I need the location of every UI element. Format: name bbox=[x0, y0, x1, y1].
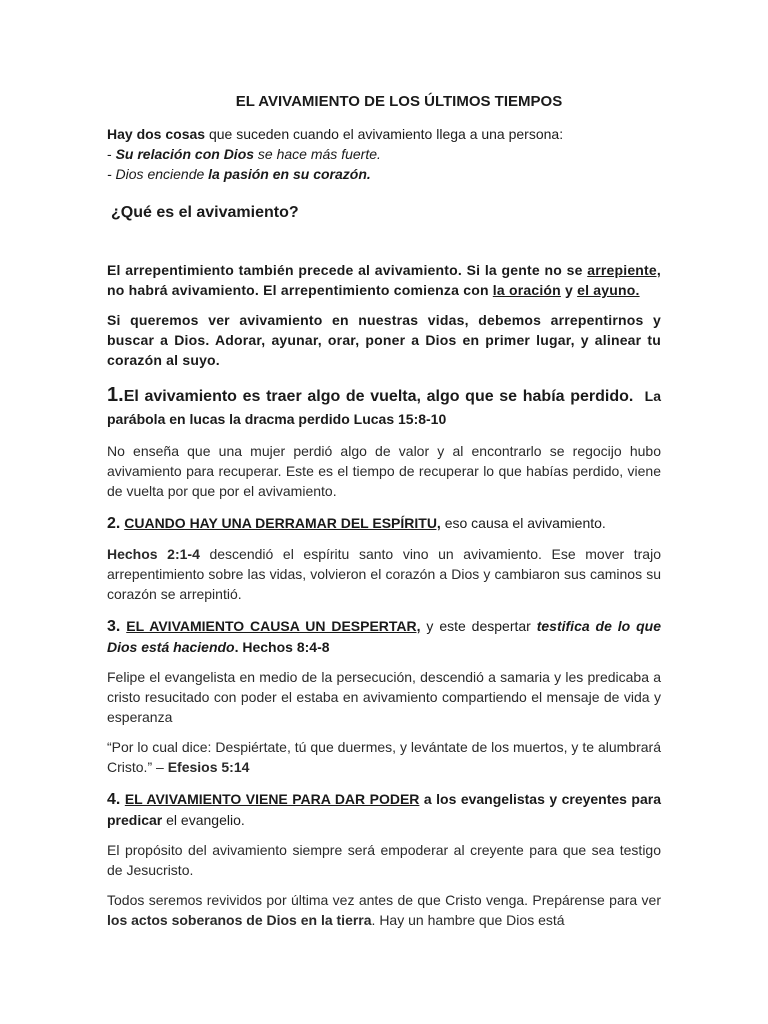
section-4-body-2-bold: los actos soberanos de Dios en la tierra bbox=[107, 912, 372, 928]
section-2-body-text: descendió el espíritu santo vino un avivamiento. Ese mover trajo arrepentimiento sobre las vidas, volvieron el corazón a Dios y cambiaron sus caminos su corazón se arrepintió. bbox=[107, 546, 661, 602]
section-1-body: No enseña que una mujer perdió algo de valor y al encontrarlo se regocijo hubo avivamiento para recuperar. Este es el tiempo de recuperar lo que habías perdido, viene de vuelta por que por el avivamiento. bbox=[107, 443, 661, 499]
section-4-body-1: El propósito del avivamiento siempre será empoderar al creyente para que sea testigo de Jesucristo. bbox=[107, 842, 661, 878]
intro-line-1 bbox=[107, 124, 661, 144]
section-2-body bbox=[107, 544, 661, 604]
section-3-ref: . Hechos 8:4-8 bbox=[234, 639, 330, 655]
section-3-title: EL AVIVAMIENTO CAUSA UN DESPERTAR, bbox=[126, 618, 421, 634]
para1-underline-1: arrepiente, bbox=[587, 262, 661, 278]
section-3-heading bbox=[107, 616, 661, 657]
para1-text1: El arrepentimiento también precede al avivamiento. Si la gente no se bbox=[107, 262, 588, 278]
intro-italic: se hace más fuerte. bbox=[254, 146, 381, 162]
para1-underline-2: la oración bbox=[492, 282, 561, 298]
question-heading: ¿Qué es el avivamiento? bbox=[111, 204, 299, 221]
section-1-ref: La parábola en lucas la dracma perdido Lucas 15:8-10 bbox=[107, 388, 662, 427]
intro-bold-italic: Su relación con Dios bbox=[115, 146, 255, 162]
section-4-title: EL AVIVAMIENTO VIENE PARA DAR PODER bbox=[124, 791, 420, 807]
section-2-number: 2. bbox=[107, 515, 121, 532]
section-3-number: 3. bbox=[107, 618, 121, 635]
para1-text2: no habrá avivamiento. El arrepentimiento comienza con bbox=[107, 282, 493, 298]
section-4-body-2-end: . Hay un hambre que Dios está bbox=[371, 912, 565, 928]
section-4-body-2 bbox=[107, 890, 661, 930]
section-2-title: CUANDO HAY UNA DERRAMAR DEL ESPÍRITU, bbox=[124, 515, 441, 531]
intro-line-2 bbox=[107, 144, 661, 164]
section-1-number: 1. bbox=[107, 384, 124, 406]
section-3-mid: y este despertar bbox=[420, 618, 537, 634]
section-2-ref: Hechos 2:1-4 bbox=[107, 546, 200, 562]
section-3-emphasis: testifica de lo que Dios está haciendo bbox=[107, 618, 662, 655]
section-4-bold-rest: a los evangelistas y creyentes para predicar bbox=[107, 791, 662, 828]
intro-dash: - bbox=[107, 146, 116, 162]
intro-rest: que suceden cuando el avivamiento llega a una persona: bbox=[205, 126, 564, 142]
section-2-heading bbox=[107, 513, 661, 534]
intro-italic-2: - Dios enciende bbox=[107, 166, 209, 182]
section-4-tail: el evangelio. bbox=[162, 812, 245, 828]
section-4-number: 4. bbox=[107, 791, 121, 808]
page-content bbox=[107, 92, 661, 930]
section-1-title: El avivamiento es traer algo de vuelta, algo que se había perdido. bbox=[123, 388, 634, 405]
intro-line-3 bbox=[107, 164, 661, 184]
intro-bold: Hay dos cosas bbox=[107, 126, 206, 142]
section-3-body: Felipe el evangelista en medio de la persecución, descendió a samaria y les predicaba a cristo resucitado con poder el estaba en avivamiento compartiendo el mensaje de vida y esperanza bbox=[107, 669, 661, 725]
quote-text: “Por lo cual dice: Despiértate, tú que duermes, y levántate de los muertos, y te alumbrará Cristo.” – bbox=[107, 739, 661, 775]
quote-ref: Efesios 5:14 bbox=[167, 759, 250, 775]
paragraph-seek-god: Si queremos ver avivamiento en nuestras vidas, debemos arrepentirnos y buscar a Dios. Adorar, ayunar, orar, poner a Dios en primer lugar, y alinear tu corazón al suyo. bbox=[107, 312, 661, 368]
paragraph-repentance bbox=[107, 260, 661, 300]
section-4-body-2-start: Todos seremos revividos por última vez antes de que Cristo venga. Prepárense para ver bbox=[107, 892, 661, 908]
para1-underline-3: el ayuno. bbox=[577, 282, 640, 298]
para1-text3: y bbox=[560, 282, 578, 298]
intro-bold-italic-2: la pasión en su corazón. bbox=[208, 166, 371, 182]
section-1-heading bbox=[107, 384, 661, 431]
section-4-heading bbox=[107, 789, 661, 830]
section-3-quote bbox=[107, 737, 661, 777]
section-2-tail: eso causa el avivamiento. bbox=[440, 515, 606, 531]
document-title: EL AVIVAMIENTO DE LOS ÚLTIMOS TIEMPOS bbox=[235, 93, 563, 110]
